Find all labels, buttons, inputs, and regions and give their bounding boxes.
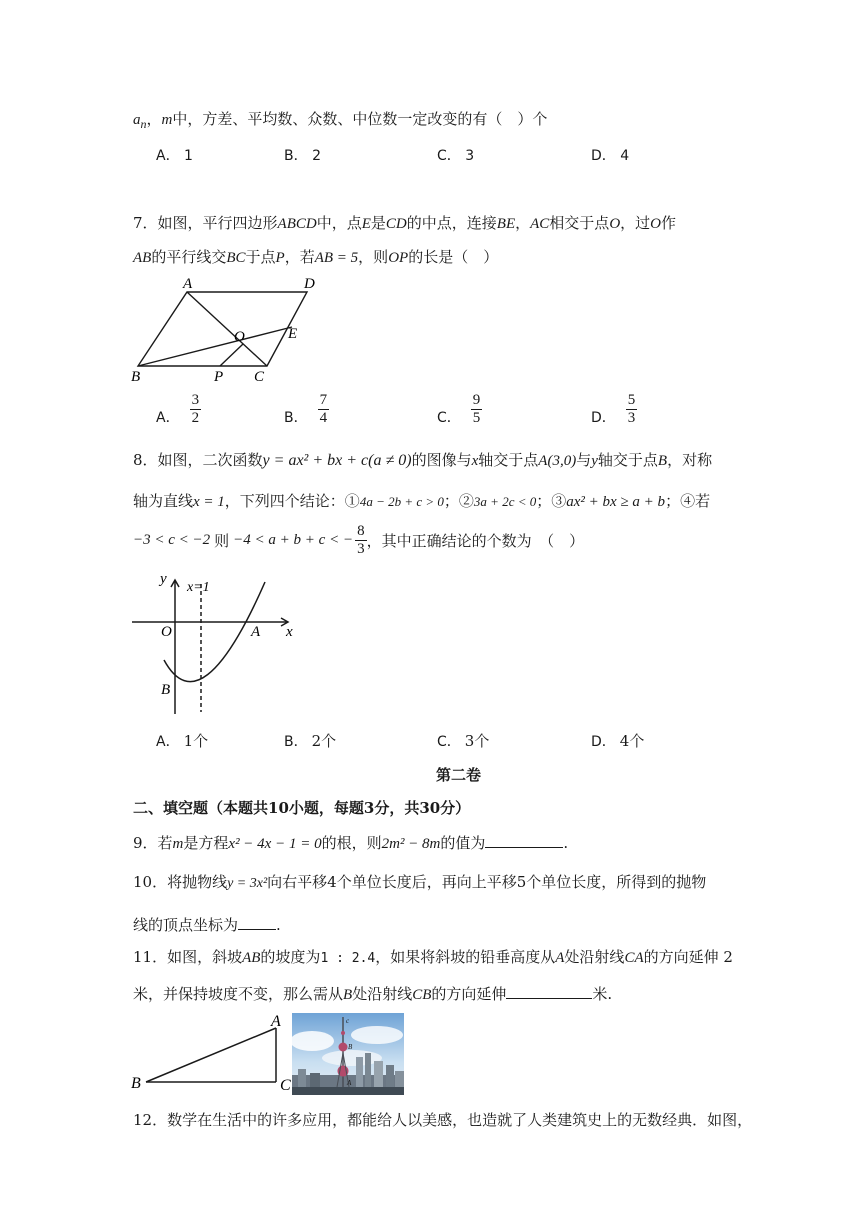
math: 3a + 2c < 0: [473, 494, 537, 509]
text: 处沿射线: [564, 948, 625, 966]
text: ，下列四个结论：①: [224, 492, 360, 510]
text: ；③: [536, 492, 567, 510]
segment-be: [138, 327, 292, 366]
math: AB: [133, 250, 152, 266]
photo-label-b: B: [348, 1043, 353, 1051]
q7-option-b[interactable]: [284, 392, 329, 427]
fraction: [626, 392, 638, 427]
q8-option-c[interactable]: [437, 730, 489, 751]
label-c: C: [254, 369, 265, 385]
math: BC: [226, 250, 246, 266]
q12-stem: 12．数学在生活中的许多应用，都能给人以美感，也造就了人类建筑史上的无数经典．如图，: [133, 1111, 753, 1129]
text: 米，并保持坡度不变，那么需从: [133, 985, 344, 1003]
text: 轴交于点: [597, 451, 658, 469]
option-letter: D．: [591, 734, 616, 750]
option-value: 3个: [464, 732, 490, 750]
option-value: 1: [184, 148, 193, 164]
q6-stem-rest: 中，方差、平均数、众数、中位数一定改变的有（ ）个: [172, 110, 548, 128]
math: y = 3x²: [227, 876, 268, 891]
label-x: x: [286, 624, 293, 640]
text: 11．如图，斜坡: [133, 948, 243, 966]
label-p: P: [214, 369, 224, 385]
label-b: B: [161, 682, 171, 698]
fraction: [318, 392, 330, 427]
q6-option-c[interactable]: [437, 145, 474, 165]
q10-answer-blank[interactable]: [238, 915, 276, 930]
denominator: 5: [472, 410, 481, 426]
label-e: E: [288, 326, 298, 342]
math: 2m² − 8m: [381, 836, 441, 852]
option-value: 4: [620, 148, 630, 164]
math: CB: [412, 987, 432, 1003]
text: 的方向延伸: [431, 985, 507, 1003]
label-a: A: [271, 1013, 281, 1030]
q7-option-a[interactable]: [156, 392, 201, 427]
option-value: 3: [465, 148, 475, 164]
text: 的值为: [440, 834, 486, 852]
math: −3 < c < −2: [133, 532, 211, 548]
q6-sep: ，: [146, 110, 162, 128]
option-letter: B．: [284, 734, 308, 750]
label-o: O: [161, 624, 172, 640]
text: 8．如图，二次函数: [133, 451, 263, 469]
text: 处沿射线: [352, 985, 413, 1003]
q11-stem-line1: [133, 946, 733, 967]
math: AB = 5: [314, 250, 359, 266]
text: 与: [576, 451, 592, 469]
q8-option-a[interactable]: [156, 730, 208, 751]
text: ，则: [358, 248, 389, 266]
q10-stem-line1: [133, 871, 706, 892]
math: x² − 4x − 1 = 0: [228, 836, 322, 852]
q6-stem: [133, 108, 547, 132]
q11-stem-line2: [133, 983, 612, 1004]
q6-sub-n: n: [140, 117, 147, 131]
photo-label-c: c: [346, 1017, 350, 1025]
option-letter: C．: [437, 409, 461, 426]
q6-option-d[interactable]: [591, 145, 629, 165]
math: AC: [530, 216, 550, 232]
math: −4 < a + b + c < −: [233, 532, 354, 548]
text: 中，点: [316, 214, 362, 232]
text: 作: [661, 214, 677, 232]
q6-option-a[interactable]: [156, 145, 193, 165]
option-value: 1个: [183, 732, 209, 750]
text: ，若: [284, 248, 315, 266]
text: 的平行线交: [151, 248, 227, 266]
label-b: B: [131, 369, 141, 385]
text: ，: [515, 214, 531, 232]
option-letter: A．: [156, 734, 180, 750]
q7-parallelogram-figure: [128, 275, 328, 385]
option-value: 4个: [619, 732, 645, 750]
q11-answer-blank[interactable]: [506, 984, 592, 999]
math: B: [657, 453, 668, 469]
label-c: C: [280, 1077, 291, 1094]
section-heading: 二、填空题（本题共10小题，每题3分，共30分）: [133, 799, 471, 817]
math: ax² + bx ≥ a + b: [566, 494, 666, 510]
numerator: 8: [357, 523, 365, 539]
text: 7．如图，平行四边形: [133, 214, 278, 232]
text: 于点: [245, 248, 276, 266]
label-a: A: [183, 276, 193, 292]
option-letter: C．: [437, 148, 461, 164]
math: OP: [388, 250, 409, 266]
text: 是: [370, 214, 386, 232]
math: AB: [242, 950, 261, 966]
text: 的长是（ ）: [408, 248, 499, 266]
option-letter: D．: [591, 148, 616, 164]
q9-stem: [133, 832, 568, 853]
q8-stem-line1: [133, 449, 712, 470]
text: 是方程: [183, 834, 229, 852]
math: E: [361, 216, 371, 232]
q8-stem-line2: [133, 490, 710, 511]
q8-option-d[interactable]: [591, 730, 644, 751]
math: y: [591, 453, 598, 469]
fraction: [471, 392, 483, 427]
q7-stem-line1: [133, 212, 676, 233]
text: 向右平移4个单位长度后，再向上平移5个单位长度，所得到的抛物: [267, 873, 707, 891]
numerator: 7: [319, 392, 328, 408]
option-letter: D．: [591, 409, 616, 426]
q7-stem-line2: [133, 246, 498, 267]
text: ，对称: [667, 451, 713, 469]
label-y: y: [160, 571, 167, 587]
q6-var-a: a: [133, 112, 141, 128]
math: O: [650, 216, 662, 232]
math: BE: [496, 216, 516, 232]
numerator: 9: [472, 392, 481, 408]
option-letter: A．: [156, 148, 180, 164]
segment-op: [220, 344, 243, 366]
text: ，如果将斜坡的铅垂高度从: [375, 948, 556, 966]
math: y = ax² + bx + c(a ≠ 0): [262, 452, 412, 469]
q6-option-b[interactable]: [284, 145, 321, 165]
q9-answer-blank[interactable]: [485, 833, 563, 848]
parabola-curve: [164, 582, 265, 682]
numerator: 5: [627, 392, 636, 408]
q6-var-m: m: [161, 112, 173, 128]
label-b: B: [131, 1075, 141, 1092]
text: 的方向延伸 2: [643, 948, 733, 966]
text: 轴交于点: [478, 451, 539, 469]
label-o: O: [234, 329, 245, 345]
photo-label-a: A: [347, 1079, 352, 1087]
option-letter: B．: [284, 409, 308, 426]
option-letter: B．: [284, 148, 308, 164]
option-value: 2: [312, 148, 321, 164]
diagonal-ac: [187, 292, 267, 366]
text: 米.: [592, 985, 613, 1003]
text: ；②: [443, 492, 474, 510]
text: 的根，则: [321, 834, 382, 852]
math: A(3,0): [538, 453, 577, 469]
text: .: [276, 916, 281, 934]
text: 线的顶点坐标为: [133, 916, 239, 934]
part2-title: 第二卷: [436, 766, 482, 784]
text: ；④若: [665, 492, 711, 510]
math: 4a − 2b + c > 0: [359, 494, 444, 509]
option-letter: C．: [437, 734, 461, 750]
math: 1 : 2.4: [320, 951, 376, 966]
math: A: [555, 950, 565, 966]
option-value: 2个: [311, 732, 337, 750]
text: ，过: [620, 214, 651, 232]
slope-ab: [146, 1028, 276, 1082]
numerator: 3: [191, 392, 200, 408]
q8-stem-line3: [133, 523, 584, 558]
text: 轴为直线: [133, 492, 194, 510]
label-a: A: [251, 624, 261, 640]
fraction-eight-thirds: [355, 523, 367, 558]
math: P: [275, 250, 285, 266]
q11-slope-figure: [128, 1010, 293, 1095]
text: .: [563, 834, 569, 852]
option-letter: A．: [156, 409, 180, 426]
oriental-pearl-tower-photo: [292, 1013, 404, 1095]
q7-option-c[interactable]: [437, 392, 482, 427]
math: CD: [385, 216, 407, 232]
text: 则: [214, 532, 230, 550]
text: 的图像与: [411, 451, 472, 469]
q7-option-d[interactable]: [591, 392, 637, 427]
denominator: 2: [191, 410, 200, 426]
math: x: [471, 453, 479, 469]
fraction: [190, 392, 202, 427]
text: 10．将抛物线: [133, 873, 228, 891]
math: CA: [624, 950, 644, 966]
math: m: [172, 836, 184, 852]
label-x1: x=1: [187, 580, 210, 595]
q8-parabola-figure: [128, 568, 308, 718]
text: ，其中正确结论的个数为 （ ）: [366, 532, 585, 550]
math: B: [343, 987, 353, 1003]
math: O: [609, 216, 621, 232]
q8-option-b[interactable]: [284, 730, 336, 751]
math: x = 1: [193, 494, 225, 510]
denominator: 3: [627, 410, 636, 426]
denominator: 4: [319, 410, 328, 426]
text: 的中点，连接: [406, 214, 497, 232]
denominator: 3: [357, 541, 365, 557]
label-d: D: [304, 276, 315, 292]
text: 9．若: [133, 834, 173, 852]
text: 的坡度为: [260, 948, 321, 966]
text: 相交于点: [549, 214, 610, 232]
math: ABCD: [277, 216, 317, 232]
q10-stem-line2: [133, 914, 281, 935]
